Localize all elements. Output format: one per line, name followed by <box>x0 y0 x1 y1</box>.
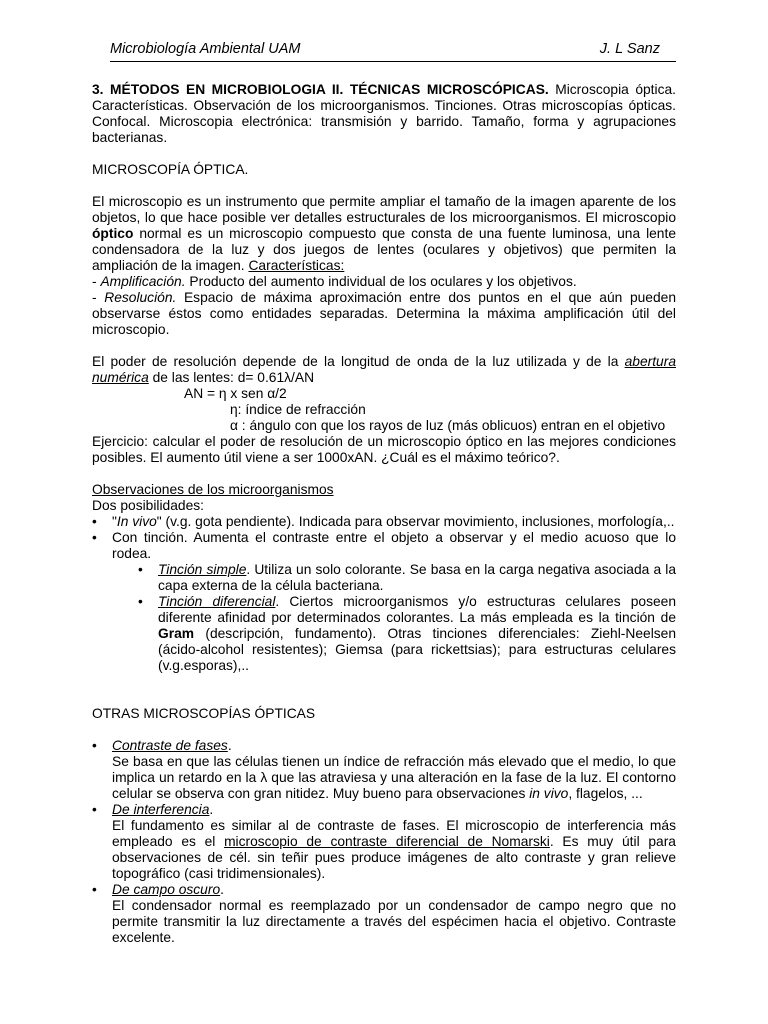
resolucion-line <box>92 290 676 338</box>
list-item <box>112 562 676 594</box>
text-span: Producto del aumento individual de los oculares y los objetivos. <box>185 274 577 289</box>
resolution-paragraph <box>92 354 676 386</box>
observaciones-heading: Observaciones de los microorganismos <box>92 482 334 497</box>
list-item <box>112 594 676 674</box>
author-name: J. L Sanz <box>599 41 660 57</box>
nomarski-term: microscopio de contraste diferencial de Nomarski <box>224 834 550 849</box>
eta-definition: η: índice de refracción <box>230 402 366 417</box>
section-3-intro <box>92 82 676 146</box>
otras-heading: OTRAS MICROSCOPÍAS ÓPTICAS <box>92 706 316 721</box>
text-span: . <box>227 738 232 753</box>
gram-term: Gram <box>158 626 195 641</box>
section-3-description: Microscopia óptica. Características. Observación de los microorganismos. Tinciones. Otras microscopías ópticas. Confocal. Microscopia electrónica: transmisión y barrido. Tamaño, forma y agrupaciones bacterianas. <box>92 82 676 145</box>
contraste-fases-term: Contraste de fases <box>112 738 228 753</box>
text-span: . Ciertos microorganismos y/o estructuras celulares poseen diferente afinidad por determinados colorantes. La más empleada es la tinción de <box>158 594 677 625</box>
document-body <box>92 82 676 946</box>
resolution-formula: de las lentes: d= 0.61λ/AN <box>148 370 315 385</box>
list-item <box>92 514 676 530</box>
text-span: " <box>112 514 117 529</box>
dash: - <box>92 290 105 305</box>
campo-oscuro-term: De campo oscuro <box>112 882 221 897</box>
text-span: . Es muy útil para observaciones de cél. sin teñir pues produce imágenes de alto contraste y gran relieve topográfico (casi tridimensionales). <box>112 834 676 881</box>
course-title: Microbiología Ambiental UAM <box>110 41 301 57</box>
text-span: " (v.g. gota pendiente). Indicada para observar movimiento, inclusiones, morfología,.. <box>156 514 675 529</box>
text-span: (descripción, fundamento). Otras tinciones diferenciales: Ziehl-Neelsen (ácido-alcohol resistentes); Giemsa (para rickettsias); para estructuras celulares (v.g.esporas),.. <box>158 626 676 673</box>
list-item <box>92 530 676 674</box>
optica-heading: MICROSCOPÍA ÓPTICA. <box>92 162 249 177</box>
dos-posibilidades: Dos posibilidades: <box>92 498 204 513</box>
list-item <box>92 738 676 802</box>
interferencia-term: De interferencia <box>112 802 210 817</box>
observation-list <box>92 514 676 674</box>
an-formula: AN = η x sen α/2 <box>184 386 287 401</box>
list-item <box>92 882 676 946</box>
text-span: . <box>220 882 224 897</box>
text-span: normal es un microscopio compuesto que consta de una fuente luminosa, una lente condensadora de la luz y dos juegos de lentes (oculares y objetivos) que permiten la ampliación de la imagen. <box>92 226 676 273</box>
bold-text: óptico <box>92 226 134 241</box>
dash: - <box>92 274 101 289</box>
other-microscopies-list <box>92 738 676 946</box>
text-span: Espacio de máxima aproximación entre dos puntos en el que aún pueden observarse éstos como entidades separadas. Determina la máxima amplificación útil del microscopio. <box>92 290 676 337</box>
exercise-paragraph: Ejercicio: calcular el poder de resolución de un microscopio óptico en las mejores condiciones posibles. El aumento útil viene a ser 1000xAN. ¿Cuál es el máximo teórico?. <box>92 434 676 465</box>
amplificacion-line <box>92 274 676 290</box>
tincion-diferencial-term: Tinción diferencial <box>158 594 276 609</box>
section-3-title: 3. MÉTODOS EN MICROBIOLOGIA II. TÉCNICAS MICROSCÓPICAS. <box>92 82 549 97</box>
list-item <box>92 802 676 882</box>
abertura-numerica-term: abertura numérica <box>92 354 676 385</box>
italic-term: Amplificación. <box>100 274 186 289</box>
text-span: , flagelos, ... <box>568 786 643 801</box>
text-span: El condensador normal es reemplazado por un condensador de campo negro que no permite transmitir la luz directamente a través del espécimen hacia el objetivo. Contraste excelente. <box>112 898 676 945</box>
in-vivo-term: In vivo <box>116 514 157 529</box>
in-vivo-term: in vivo <box>529 786 569 801</box>
staining-sublist <box>112 562 676 674</box>
alpha-definition: α : ángulo con que los rayos de luz (más oblicuos) entran en el objetivo <box>230 418 666 433</box>
text-span: El fundamento es similar al de contraste de fases. El microscopio de interferencia más empleado es el <box>112 818 676 849</box>
optica-paragraph-1 <box>92 194 676 274</box>
text-span: . <box>209 802 214 817</box>
italic-term: Resolución. <box>104 290 177 305</box>
text-span: El microscopio es un instrumento que permite ampliar el tamaño de la imagen aparente de los objetos, lo que hace posible ver detalles estructurales de los microorganismos. El microscopio <box>92 194 676 225</box>
caracteristicas-label: Características: <box>248 258 345 273</box>
text-span: Se basa en que las células tienen un índice de refracción más elevado que el medio, lo que implica un retardo en la λ que las atraviesa y una alteración en la fase de la luz. El contorno celular se observa con gran nitidez. Muy bueno para observaciones <box>112 754 676 801</box>
text-span: Con tinción. Aumenta el contraste entre el objeto a observar y el medio acuoso que lo rodea. <box>112 530 676 561</box>
text-span: El poder de resolución depende de la longitud de onda de la luz utilizada y de la <box>92 354 625 369</box>
page-header <box>110 41 676 62</box>
tincion-simple-term: Tinción simple <box>158 562 247 577</box>
text-span: . Utiliza un solo colorante. Se basa en la carga negativa asociada a la capa externa de la célula bacteriana. <box>158 562 677 593</box>
